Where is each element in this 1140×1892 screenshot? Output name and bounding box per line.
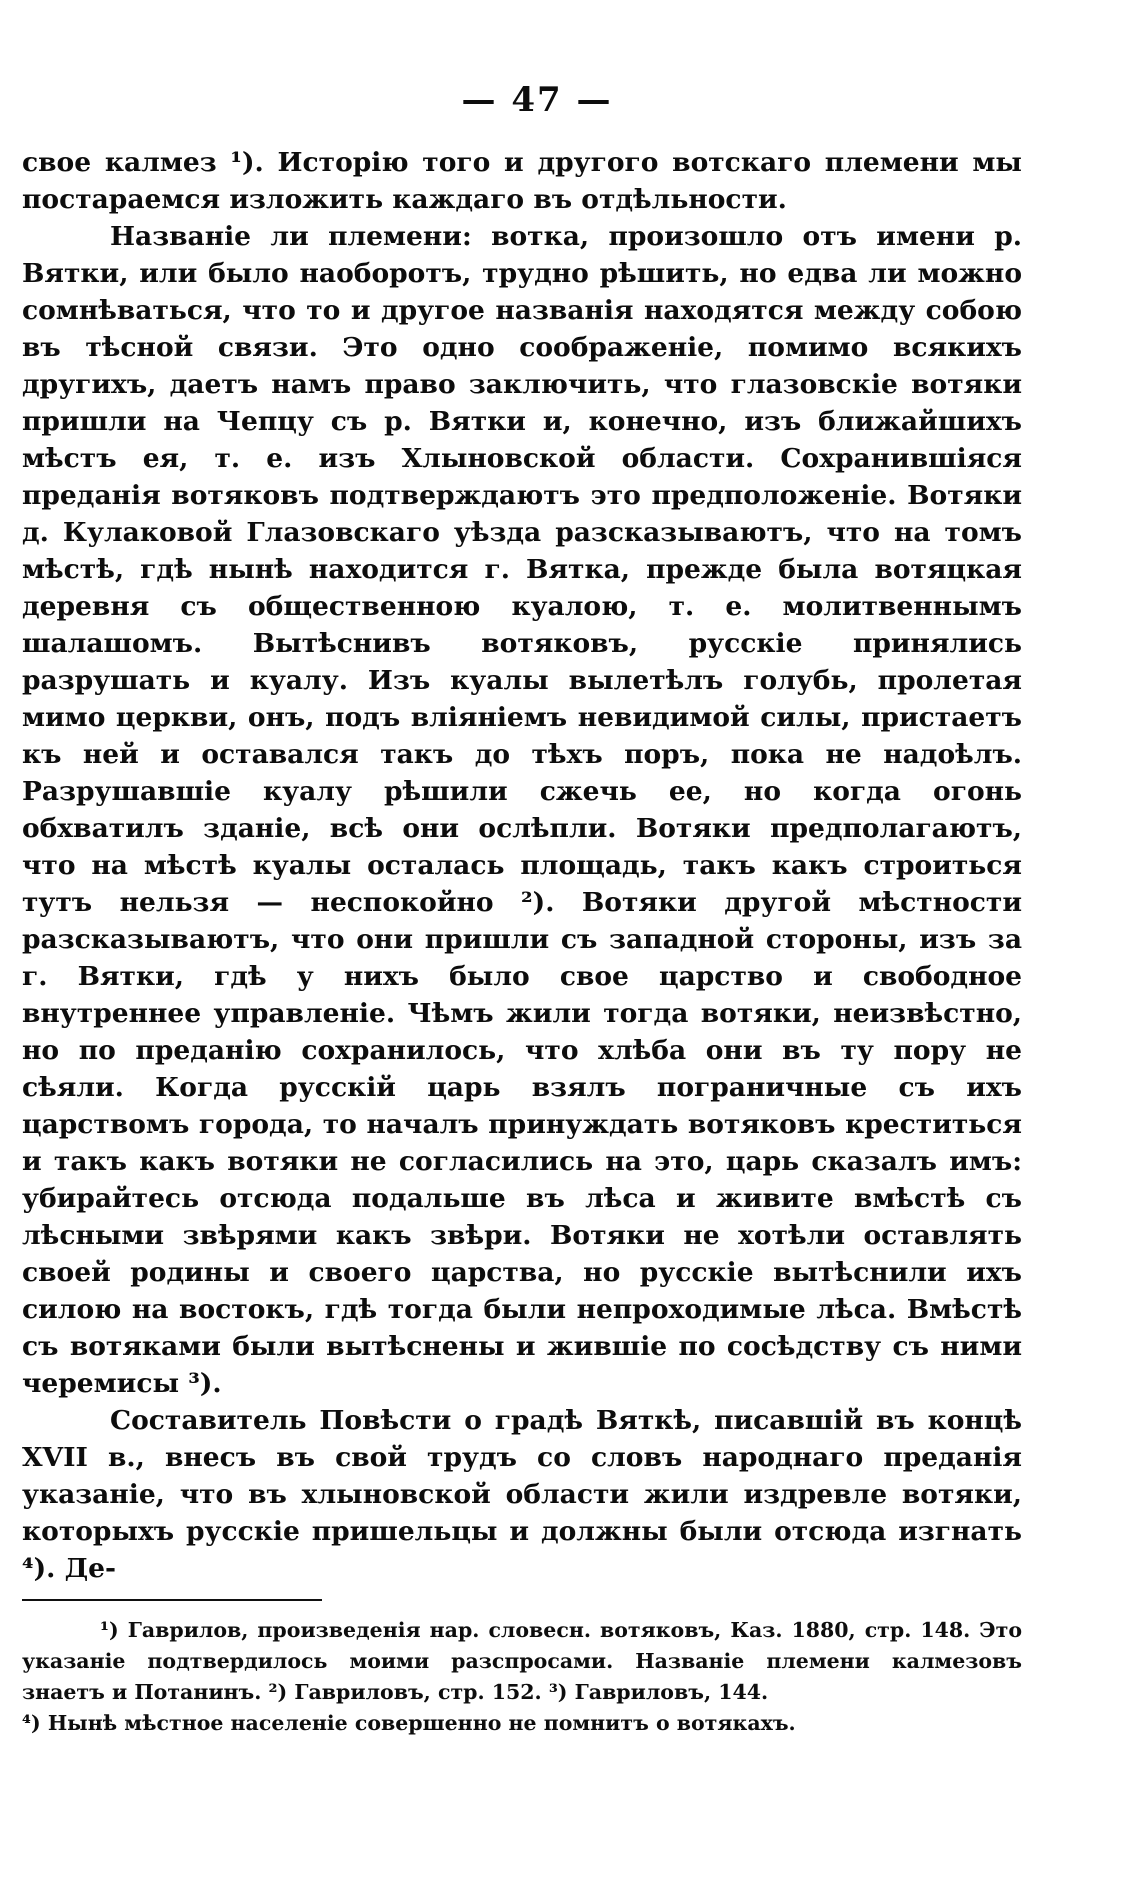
document-page — [22, 70, 1022, 1739]
footnote: ¹) Гаврилов, произведенія нар. словесн. вотяковъ, Каз. 1880, стр. 148. Это указаніе подтвердилось моими разспросами. Названіе племени калмезовъ знаетъ и Потанинъ. ²) Гавриловъ, стр. 152. ³) Гавриловъ, 144. — [22, 1618, 1022, 1704]
paragraph: Составитель Повѣсти о градѣ Вяткѣ, писавшій въ концѣ XVII в., внесъ въ свой трудъ со словъ народнаго преданія указаніе, что въ хлыновской области жили издревле вотяки, которыхъ русскіе пришельцы и должны были отсюда изгнать ⁴). Де- — [22, 1405, 1022, 1584]
footnotes — [22, 1615, 1022, 1739]
footnote: ⁴) Нынѣ мѣстное населеніе совершенно не помнитъ о вотякахъ. — [22, 1711, 796, 1735]
page-number: — 47 — — [461, 80, 613, 120]
paragraph: свое калмез ¹). Исторію того и другого вотскаго племени мы постараемся изложить каждаго въ отдѣльности. — [22, 147, 1022, 215]
body-text — [22, 144, 1022, 1587]
footnote-divider — [22, 1599, 322, 1601]
paragraph: Названіе ли племени: вотка, произошло отъ имени р. Вятки, или было наоборотъ, трудно рѣшить, но едва ли можно сомнѣваться, что то и другое названія находятся между собою въ тѣсной связи. Это одно соображеніе, помимо всякихъ другихъ, даетъ намъ право заключить, что глазовскіе вотяки пришли на Чепцу съ р. Вятки и, конечно, изъ ближайшихъ мѣстъ ея, т. е. изъ Хлыновской области. Сохранившіяся преданія вотяковъ подтверждаютъ это предположеніе. Вотяки д. Кулаковой Глазовскаго уѣзда разсказываютъ, что на томъ мѣстѣ, гдѣ нынѣ находится г. Вятка, прежде была вотяцкая деревня съ общественною куалою, т. е. молитвеннымъ шалашомъ. Вытѣснивъ вотяковъ, русскіе принялись разрушать и куалу. Изъ куалы вылетѣлъ голубь, пролетая мимо церкви, онъ, подъ вліяніемъ невидимой силы, пристаетъ къ ней и оставался такъ до тѣхъ поръ, пока не надоѣлъ. Разрушавшіе куалу рѣшили сжечь ее, но когда огонь обхватилъ зданіе, всѣ они ослѣпли. Вотяки предполагаютъ, что на мѣстѣ куалы осталась площадь, такъ какъ строиться тутъ нельзя — неспокойно ²). Вотяки другой мѣстности разсказываютъ, что они пришли съ западной стороны, изъ за г. Вятки, гдѣ у нихъ было свое царство и свободное внутреннее управленіе. Чѣмъ жили тогда вотяки, неизвѣстно, но по преданію сохранилось, что хлѣба они въ ту пору не сѣяли. Когда русскій царь взялъ пограничные съ ихъ царствомъ города, то началъ принуждать вотяковъ креститься и такъ какъ вотяки не согласились на это, царь сказалъ имъ: убирайтесь отсюда подальше въ лѣса и живите вмѣстѣ съ лѣсными звѣрями какъ звѣри. Вотяки не хотѣли оставлять своей родины и своего царства, но русскіе вытѣснили ихъ силою на востокъ, гдѣ тогда были непроходимые лѣса. Вмѣстѣ съ вотяками были вытѣснены и жившіе по сосѣдству съ ними черемисы ³). — [22, 221, 1022, 1399]
